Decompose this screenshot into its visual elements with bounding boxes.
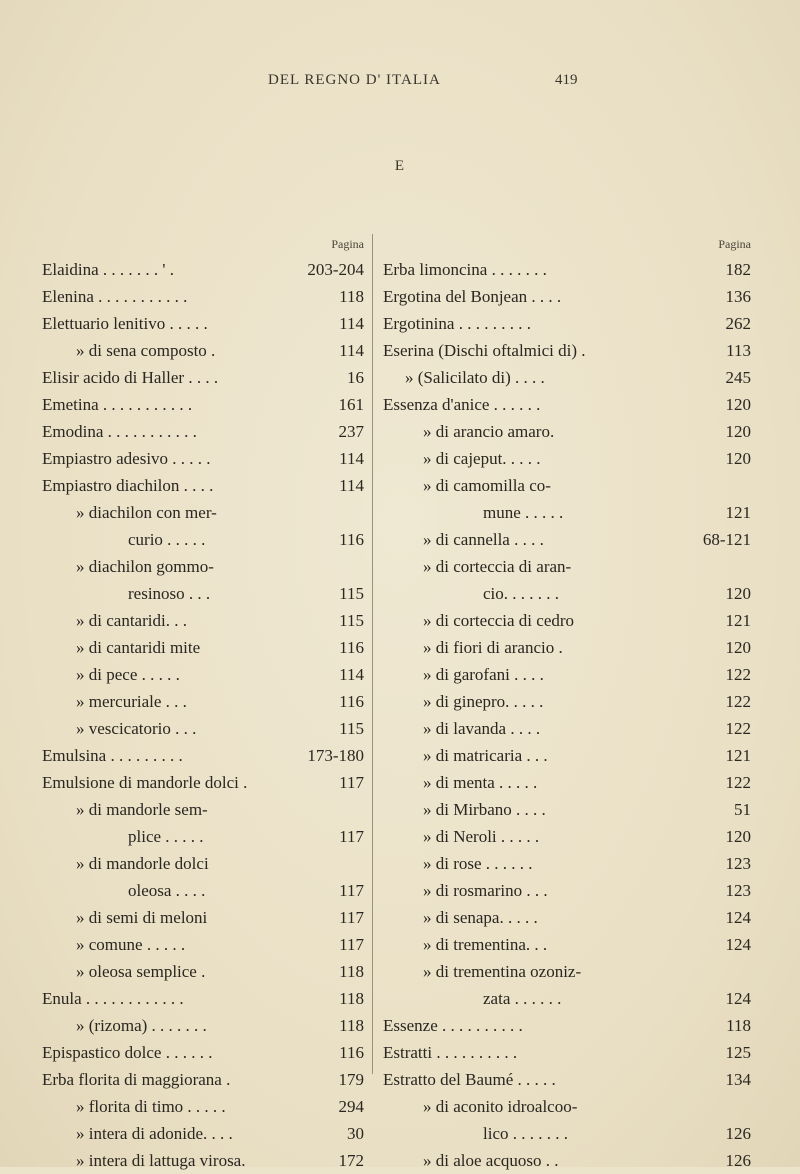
index-entry-text: » intera di lattuga virosa.: [76, 1151, 246, 1170]
index-column-right: [383, 232, 751, 1174]
index-entry-page: 161: [338, 395, 364, 414]
index-entry: [383, 1093, 751, 1120]
index-entry: [42, 256, 364, 283]
index-entry: [383, 769, 751, 796]
index-entry: [383, 1120, 751, 1147]
index-entry: [42, 958, 364, 985]
index-entry-text: mune . . . . .: [483, 503, 564, 522]
index-entry-text: Essenza d'anice . . . . . .: [383, 395, 541, 414]
index-entry-text: » di mandorle dolci: [76, 854, 209, 873]
index-entry-page: 237: [338, 422, 364, 441]
index-entry: [42, 607, 364, 634]
index-entry-page: 16: [347, 368, 364, 387]
index-entry-page: 120: [725, 638, 751, 657]
index-entry-text: » di arancio amaro.: [423, 422, 555, 441]
index-entry-page: 30: [347, 1124, 364, 1143]
index-entry-text: » di senapa. . . . .: [423, 908, 538, 927]
index-entry: [42, 472, 364, 499]
column-divider: [372, 234, 373, 1074]
index-entry-text: Ergotinina . . . . . . . . .: [383, 314, 531, 333]
index-entry: [42, 985, 364, 1012]
index-entry-text: Epispastico dolce . . . . . .: [42, 1043, 213, 1062]
index-entry-page: 114: [339, 341, 364, 360]
index-entry-page: 120: [725, 449, 751, 468]
index-entry-text: » di lavanda . . . .: [423, 719, 541, 738]
index-entry-text: » di aloe acquoso . .: [423, 1151, 559, 1170]
index-entry: [383, 337, 751, 364]
index-entry-page: 126: [725, 1124, 751, 1143]
index-entry-page: 179: [338, 1070, 364, 1089]
index-entry-text: » di Mirbano . . . .: [423, 800, 546, 819]
index-entry-page: 116: [339, 1043, 364, 1062]
index-entry-text: » di camomilla co-: [423, 476, 551, 495]
index-entry: [42, 391, 364, 418]
index-entry-text: » mercuriale . . .: [76, 692, 187, 711]
index-entry-page: 115: [339, 719, 364, 738]
index-entry-page: 120: [725, 827, 751, 846]
index-entry-text: » di cantaridi. . .: [76, 611, 187, 630]
index-entry-text: » di menta . . . . .: [423, 773, 538, 792]
index-entry-text: » oleosa semplice .: [76, 962, 206, 981]
index-entry-page: 51: [734, 800, 751, 819]
index-entry: [383, 985, 751, 1012]
index-entry: [42, 445, 364, 472]
index-entry-text: Estratto del Baumé . . . . .: [383, 1070, 556, 1089]
index-entry-text: » di aconito idroalcoo-: [423, 1097, 578, 1116]
index-entry-page: 120: [725, 584, 751, 603]
index-entry: [42, 688, 364, 715]
index-entry: [42, 931, 364, 958]
index-entry-page: 121: [725, 746, 751, 765]
index-entry-text: » diachilon con mer-: [76, 503, 217, 522]
index-entry-page: 115: [339, 611, 364, 630]
index-entry-text: » di pece . . . . .: [76, 665, 180, 684]
index-entry: [383, 823, 751, 850]
index-entry-page: 117: [339, 935, 364, 954]
index-entry-page: 172: [338, 1151, 364, 1170]
index-entry: [383, 607, 751, 634]
index-entry-page: 294: [338, 1097, 364, 1116]
index-entry-page: 114: [339, 476, 364, 495]
index-entry-text: Erba florita di maggiorana .: [42, 1070, 231, 1089]
index-entry: [42, 1093, 364, 1120]
index-entry-text: Essenze . . . . . . . . . .: [383, 1016, 523, 1035]
index-entry-text: » di cajeput. . . . .: [423, 449, 541, 468]
index-entry: [383, 1012, 751, 1039]
index-entry-page: 262: [725, 314, 751, 333]
section-letter: E: [394, 158, 406, 174]
index-entry-page: 182: [725, 260, 751, 279]
index-entry: [42, 1012, 364, 1039]
index-entry: [42, 1066, 364, 1093]
index-entry: [383, 256, 751, 283]
index-entry-text: Elenina . . . . . . . . . . .: [42, 287, 188, 306]
index-entry-page: 125: [725, 1043, 751, 1062]
index-entry-text: Emetina . . . . . . . . . . .: [42, 395, 193, 414]
index-entry: [383, 661, 751, 688]
index-entry-text: » di corteccia di aran-: [423, 557, 572, 576]
index-entry: [383, 850, 751, 877]
index-entry-text: Emulsina . . . . . . . . .: [42, 746, 183, 765]
index-entry: [383, 931, 751, 958]
index-entry-page: 245: [725, 368, 751, 387]
index-entry-page: 122: [725, 719, 751, 738]
index-entry-text: » di sena composto .: [76, 341, 216, 360]
index-entry: [383, 391, 751, 418]
index-entry: [383, 634, 751, 661]
index-entry-page: 117: [339, 827, 364, 846]
index-entry-page: 114: [339, 314, 364, 333]
index-entry: [42, 715, 364, 742]
index-entry-text: » di semi di meloni: [76, 908, 208, 927]
index-entry-text: » di corteccia di cedro: [423, 611, 575, 630]
index-entry-page: 115: [339, 584, 364, 603]
index-entry-text: cio. . . . . . .: [483, 584, 560, 603]
index-entry-text: Erba limoncina . . . . . . .: [383, 260, 547, 279]
index-entry: [383, 715, 751, 742]
index-entry: [42, 877, 364, 904]
index-entry-text: » di rosmarino . . .: [423, 881, 548, 900]
index-entry-text: zata . . . . . .: [483, 989, 562, 1008]
index-entry-page: 124: [725, 935, 751, 954]
index-entry: [42, 1039, 364, 1066]
index-entry: [383, 877, 751, 904]
index-entry: [42, 499, 364, 526]
index-entry-text: » di rose . . . . . .: [423, 854, 533, 873]
index-entry-text: Emodina . . . . . . . . . . .: [42, 422, 197, 441]
index-entry-text: Eserina (Dischi oftalmici di) .: [383, 341, 586, 360]
index-entry: [42, 1147, 364, 1174]
index-entry: [383, 688, 751, 715]
index-entry: [383, 742, 751, 769]
index-entry-page: 113: [726, 341, 751, 360]
index-entry: [383, 283, 751, 310]
index-entry-text: » florita di timo . . . . .: [76, 1097, 226, 1116]
index-entry-text: » comune . . . . .: [76, 935, 186, 954]
index-entry-page: 114: [339, 665, 364, 684]
index-entry-text: Elaidina . . . . . . . ' .: [42, 260, 174, 279]
index-entry-text: Elisir acido di Haller . . . .: [42, 368, 219, 387]
index-entry-text: Empiastro adesivo . . . . .: [42, 449, 211, 468]
column-heading: Pagina: [331, 237, 364, 251]
index-entry: [42, 310, 364, 337]
index-entry: [42, 526, 364, 553]
index-entry: [42, 634, 364, 661]
index-entry: [383, 1066, 751, 1093]
index-entry-page: 122: [725, 665, 751, 684]
index-entry-page: 124: [725, 908, 751, 927]
index-entry-text: » di fiori di arancio .: [423, 638, 563, 657]
index-entry: [42, 769, 364, 796]
index-entry-page: 120: [725, 395, 751, 414]
index-entry-text: » di garofani . . . .: [423, 665, 544, 684]
index-entry: [42, 1120, 364, 1147]
index-entry-text: » (Salicilato di) . . . .: [405, 368, 545, 387]
index-entry-page: 134: [725, 1070, 751, 1089]
index-entry-text: » di matricaria . . .: [423, 746, 548, 765]
index-entry: [42, 850, 364, 877]
index-entry-page: 120: [725, 422, 751, 441]
index-entry: [383, 796, 751, 823]
index-entry: [42, 580, 364, 607]
index-entry-page: 118: [339, 962, 364, 981]
index-entry: [42, 796, 364, 823]
index-entry-page: 116: [339, 638, 364, 657]
index-entry-text: Emulsione di mandorle dolci .: [42, 773, 248, 792]
index-entry: [383, 418, 751, 445]
running-head: DEL REGNO D' ITALIA: [268, 72, 441, 88]
index-entry-text: » di Neroli . . . . .: [423, 827, 540, 846]
index-entry-page: 117: [339, 908, 364, 927]
index-entry-page: 114: [339, 449, 364, 468]
index-entry-text: » di trementina ozoniz-: [423, 962, 582, 981]
index-entry-page: 173-180: [307, 746, 364, 765]
index-entry-text: » intera di adonide. . . .: [76, 1124, 233, 1143]
index-entry: [42, 823, 364, 850]
index-entry: [383, 472, 751, 499]
index-column-left: [42, 232, 364, 1174]
index-entry-page: 118: [339, 1016, 364, 1035]
index-entry-page: 122: [725, 692, 751, 711]
index-entry-text: » vescicatorio . . .: [76, 719, 197, 738]
index-entry-page: 118: [726, 1016, 751, 1035]
index-entry-text: Empiastro diachilon . . . .: [42, 476, 214, 495]
index-entry-text: » di trementina. . .: [423, 935, 548, 954]
index-entry: [383, 310, 751, 337]
index-entry-page: 136: [725, 287, 751, 306]
page-number: 419: [555, 72, 578, 88]
index-entry: [42, 742, 364, 769]
index-entry-text: oleosa . . . .: [128, 881, 206, 900]
index-entry: [42, 661, 364, 688]
index-entry-text: » di cannella . . . .: [423, 530, 544, 549]
index-entry-text: » di mandorle sem-: [76, 800, 208, 819]
index-entry: [42, 364, 364, 391]
page-header: [0, 72, 800, 102]
index-entry: [42, 418, 364, 445]
index-entry-page: 203-204: [307, 260, 364, 279]
index-entry-text: Estratti . . . . . . . . . .: [383, 1043, 518, 1062]
index-entry: [383, 364, 751, 391]
index-entry-text: Elettuario lenitivo . . . . .: [42, 314, 208, 333]
index-entry: [42, 337, 364, 364]
index-entry-page: 117: [339, 881, 364, 900]
index-entry-page: 121: [725, 611, 751, 630]
index-entry-page: 68-121: [702, 530, 751, 549]
index-entry: [383, 1039, 751, 1066]
index-entry-text: lico . . . . . . .: [483, 1124, 568, 1143]
index-entry-text: Ergotina del Bonjean . . . .: [383, 287, 562, 306]
index-entry-text: resinoso . . .: [128, 584, 211, 603]
index-entry-page: 122: [725, 773, 751, 792]
index-entry-page: 123: [725, 854, 751, 873]
column-heading: Pagina: [718, 237, 751, 251]
index-entry: [383, 553, 751, 580]
index-entry: [383, 1147, 751, 1174]
index-entry: [42, 904, 364, 931]
index-entry-text: » diachilon gommo-: [76, 557, 214, 576]
index-entry-page: 116: [339, 530, 364, 549]
index-entry-text: Enula . . . . . . . . . . . .: [42, 989, 184, 1008]
index-entry-text: » di ginepro. . . . .: [423, 692, 544, 711]
index-entry-page: 126: [725, 1151, 751, 1170]
index-entry: [383, 904, 751, 931]
index-entry-text: » (rizoma) . . . . . . .: [76, 1016, 207, 1035]
index-entry-text: curio . . . . .: [128, 530, 206, 549]
index-entry-page: 116: [339, 692, 364, 711]
index-entry-page: 117: [339, 773, 364, 792]
index-entry: [383, 445, 751, 472]
index-entry-text: » di cantaridi mite: [76, 638, 201, 657]
index-entry-page: 118: [339, 989, 364, 1008]
index-entry-page: 118: [339, 287, 364, 306]
index-entry: [42, 283, 364, 310]
index-entry: [383, 958, 751, 985]
index-entry-page: 124: [725, 989, 751, 1008]
index-entry: [383, 580, 751, 607]
index-entry: [383, 526, 751, 553]
index-entry-page: 121: [725, 503, 751, 522]
index-entry-page: 123: [725, 881, 751, 900]
index-entry: [383, 499, 751, 526]
index-entry: [42, 553, 364, 580]
index-entry-text: plice . . . . .: [128, 827, 204, 846]
